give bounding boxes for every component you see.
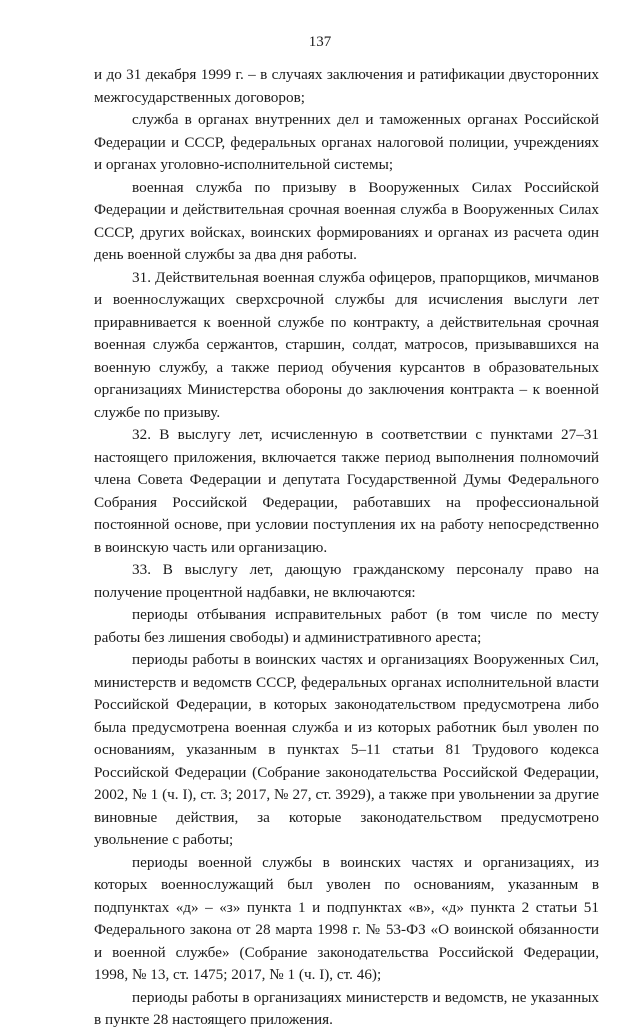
page-number: 137 — [308, 34, 332, 50]
paragraph: военная служба по призыву в Вооруженных Силах Российской Федерации и действительная срочная военная служба в Вооруженных Силах СССР, других войсках, воинских формированиях и органах из расчета один день военной службы за два дня работы. — [94, 178, 599, 263]
paragraph: периоды военной службы в воинских частях и организациях, из которых военнослужащий был уволен по основаниям, указанным в подпунктах «д» – «з» пункта 1 и подпунктах «в», «д» пункта 2 статьи 51 Федерального закона от 28 марта 1998 г. № 53-ФЗ «О воинской обязанности и военной службе» (Собрание законодательства Российской Федерации, 1998, № 13, ст. 1475; 2017, № 1 (ч. I), ст. 46); — [94, 853, 599, 983]
paragraph: служба в органах внутренних дел и таможенных органах Российской Федерации и СССР, федеральных органах налоговой полиции, учреждениях и органах уголовно-исполнительной системы; — [94, 111, 599, 173]
paragraph-33: 33. В выслугу лет, дающую гражданскому персоналу право на получение процентной надбавки, не включаются: — [94, 561, 599, 601]
document-body — [94, 64, 599, 1032]
paragraph: периоды работы в организациях министерств и ведомств, не указанных в пункте 28 настоящего приложения. — [94, 988, 599, 1028]
paragraph: периоды работы в воинских частях и организациях Вооруженных Сил, министерств и ведомств СССР, федеральных органах исполнительной власти Российской Федерации, в которых законодательством предусмотрена либо была предусмотрена военная служба и из которых работник был уволен по основаниям, указанным в пунктах 5–11 статьи 81 Трудового кодекса Российской Федерации (Собрание законодательства Российской Федерации, 2002, № 1 (ч. I), ст. 3; 2017, № 27, ст. 3929), а также при увольнении за другие виновные действия, за которые законодательством предусмотрено увольнение с работы; — [94, 651, 599, 848]
paragraph: периоды отбывания исправительных работ (в том числе по месту работы без лишения свободы) и административного ареста; — [94, 606, 599, 646]
paragraph-32: 32. В выслугу лет, исчисленную в соответствии с пунктами 27–31 настоящего приложения, включается также период выполнения полномочий члена Совета Федерации и депутата Государственной Думы Федерального Собрания Российской Федерации, работавших на профессиональной постоянной основе, при условии поступления их на работу непосредственно в воинскую часть или организацию. — [94, 426, 599, 556]
paragraph: и до 31 декабря 1999 г. – в случаях заключения и ратификации двусторонних межгосударственных договоров; — [94, 66, 599, 106]
paragraph-31: 31. Действительная военная служба офицеров, прапорщиков, мичманов и военнослужащих сверхсрочной службы для исчисления выслуги лет приравнивается к военной службе по контракту, а действительная срочная военная служба сержантов, старшин, солдат, матросов, призывавшихся на военную службу, а также период обучения курсантов в образовательных организациях Министерства обороны до заключения контракта – к военной службе по призыву. — [94, 268, 599, 421]
